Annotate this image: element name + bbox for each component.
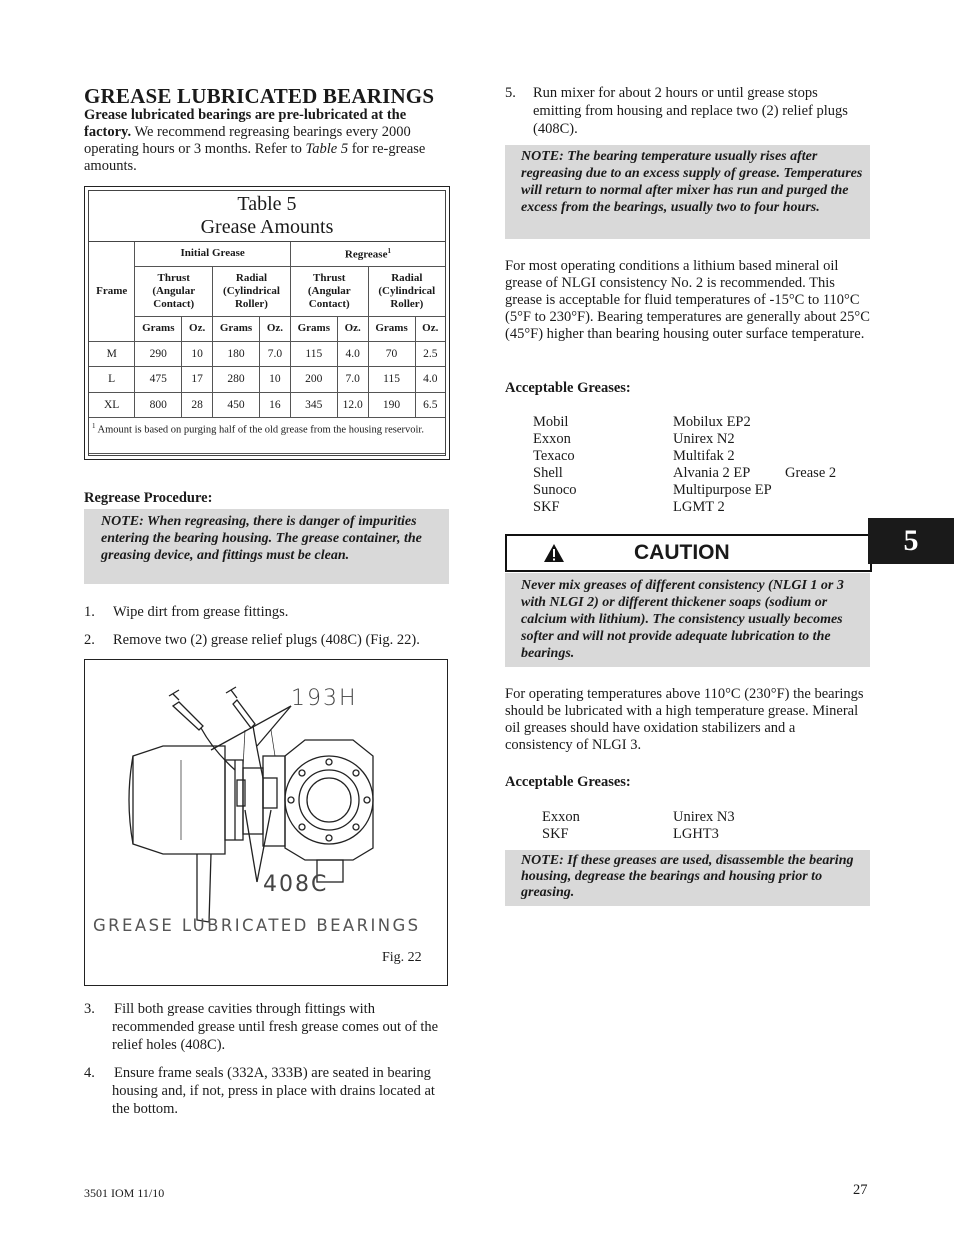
header-grams: Grams <box>135 316 182 341</box>
header-frame: Frame <box>89 242 135 341</box>
intro-paragraph <box>84 107 446 175</box>
table-row: XL 800 28 450 16 345 12.0 190 6.5 <box>89 392 445 417</box>
acceptable-greases-list-2 <box>542 809 735 843</box>
intro-text: We recommend regreasing bearings every 2000 operating hours or 3 months. Refer to <box>84 124 411 157</box>
list-item: SKF LGMT 2 <box>533 499 725 515</box>
step-4: 4. Ensure frame seals (332A, 333B) are seated in bearing housing and, if not, press in place with drains located at the bottom. <box>84 1065 435 1117</box>
table-title-line2: Grease Amounts <box>200 216 334 238</box>
acceptable-greases-list-1 <box>533 414 836 516</box>
header-thrust-initial: Thrust (Angular Contact) <box>135 266 213 316</box>
page-number: 27 <box>853 1182 868 1198</box>
bearing-drawing <box>85 660 447 985</box>
header-oz: Oz. <box>337 316 368 341</box>
header-oz: Oz. <box>415 316 445 341</box>
header-grams: Grams <box>290 316 337 341</box>
step-1: 1. Wipe dirt from grease fittings. <box>84 604 289 620</box>
table-footnote: $^1$ Amount is based on purging half of the old grease from the housing reservoir. <box>89 417 445 453</box>
header-initial-grease: Initial Grease <box>135 242 291 266</box>
acceptable-greases-heading-1: Acceptable Greases: <box>505 380 631 396</box>
note-disassemble: NOTE: If these greases are used, disassemble the bearing housing, degrease the bearings and housing prior to greasing. <box>505 850 870 906</box>
footer-doc-id: 3501 IOM 11/10 <box>84 1186 165 1200</box>
header-radial-initial: Radial (Cylindrical Roller) <box>213 266 291 316</box>
lithium-grease-paragraph: For most operating conditions a lithium based mineral oil grease of NLGI consistency No. 2 is recommended. This grease is acceptable for fluid temperatures of -15°C to 110°C (5°F to 230°F). Bearing temperatures are generally about 25°C (45°F) higher than bearing housing outer surface temperature. <box>505 258 870 342</box>
note-impurities: NOTE: When regreasing, there is danger of impurities entering the bearing housing. The grease container, the greasing device, and fittings must be clean. <box>84 509 449 584</box>
header-radial-regrease: Radial (Cylindrical Roller) <box>368 266 445 316</box>
caution-banner <box>505 534 872 572</box>
table-row: L 475 17 280 10 200 7.0 115 4.0 <box>89 366 445 392</box>
list-item: Mobil Mobilux EP2 <box>533 414 751 430</box>
list-item: SKF LGHT3 <box>542 826 719 842</box>
figure-caption: GREASE LUBRICATED BEARINGS <box>93 916 421 935</box>
header-oz: Oz. <box>259 316 290 341</box>
list-item: Shell Alvania 2 EP Grease 2 <box>533 465 837 481</box>
header-thrust-regrease: Thrust (Angular Contact) <box>290 266 368 316</box>
caution-note: Never mix greases of different consistency (NLGI 1 or 3 with NLGI 2) or different thickener soaps (sodium or calcium with lithium). The consistency usually becomes softer and will not provide adequate lubrication to the bearings. <box>505 573 870 667</box>
list-item: Exxon Unirex N3 <box>542 809 735 825</box>
grease-amounts-table <box>89 242 445 454</box>
warning-triangle-icon <box>543 543 565 563</box>
note-bearing-temperature: NOTE: The bearing temperature usually rises after regreasing due to an excess supply of grease. Temperatures will return to normal after mixer has run and purged the excess from the bearings, usually two to four hours. <box>505 145 870 239</box>
intro-text-end: for re-grease amounts. <box>84 141 426 174</box>
high-temperature-paragraph: For operating temperatures above 110°C (230°F) the bearings should be lubricated with a high temperature grease. Mineral oil greases should have oxidation stabilizers and a consistency of NLGI 3. <box>505 686 864 753</box>
step-2: 2. Remove two (2) grease relief plugs (408C) (Fig. 22). <box>84 632 420 648</box>
header-grams: Grams <box>213 316 260 341</box>
regrease-procedure-heading: Regrease Procedure: <box>84 490 213 506</box>
table-row: M 290 10 180 7.0 115 4.0 70 2.5 <box>89 341 445 366</box>
grease-table-box <box>84 186 450 460</box>
step-3: 3. Fill both grease cavities through fittings with recommended grease until fresh grease comes out of the relief holes (408C). <box>84 1001 439 1053</box>
chapter-tab: 5 <box>868 518 954 564</box>
table-title <box>89 191 445 242</box>
acceptable-greases-heading-2: Acceptable Greases: <box>505 774 631 790</box>
header-regrease: Regrease$^1$ <box>290 242 445 266</box>
table-reference: Table 5 <box>305 141 349 157</box>
section-heading: GREASE LUBRICATED BEARINGS <box>84 84 435 108</box>
figure-number: Fig. 22 <box>382 950 422 965</box>
header-grams: Grams <box>368 316 415 341</box>
step-5: 5. Run mixer for about 2 hours or until grease stops emitting from housing and replace two (2) relief plugs (408C). <box>505 85 848 137</box>
list-item: Exxon Unirex N2 <box>533 431 735 447</box>
label-408c: 408C <box>263 872 329 897</box>
intro-bold: Grease lubricated bearings are pre-lubricated at the factory. <box>84 107 407 140</box>
label-193h: 193H <box>291 686 358 711</box>
list-item: Texaco Multifak 2 <box>533 448 735 464</box>
caution-label: CAUTION <box>634 541 730 564</box>
table-title-line1: Table 5 <box>237 193 297 215</box>
list-item: Sunoco Multipurpose EP <box>533 482 772 498</box>
figure-22 <box>84 659 448 986</box>
header-oz: Oz. <box>182 316 213 341</box>
